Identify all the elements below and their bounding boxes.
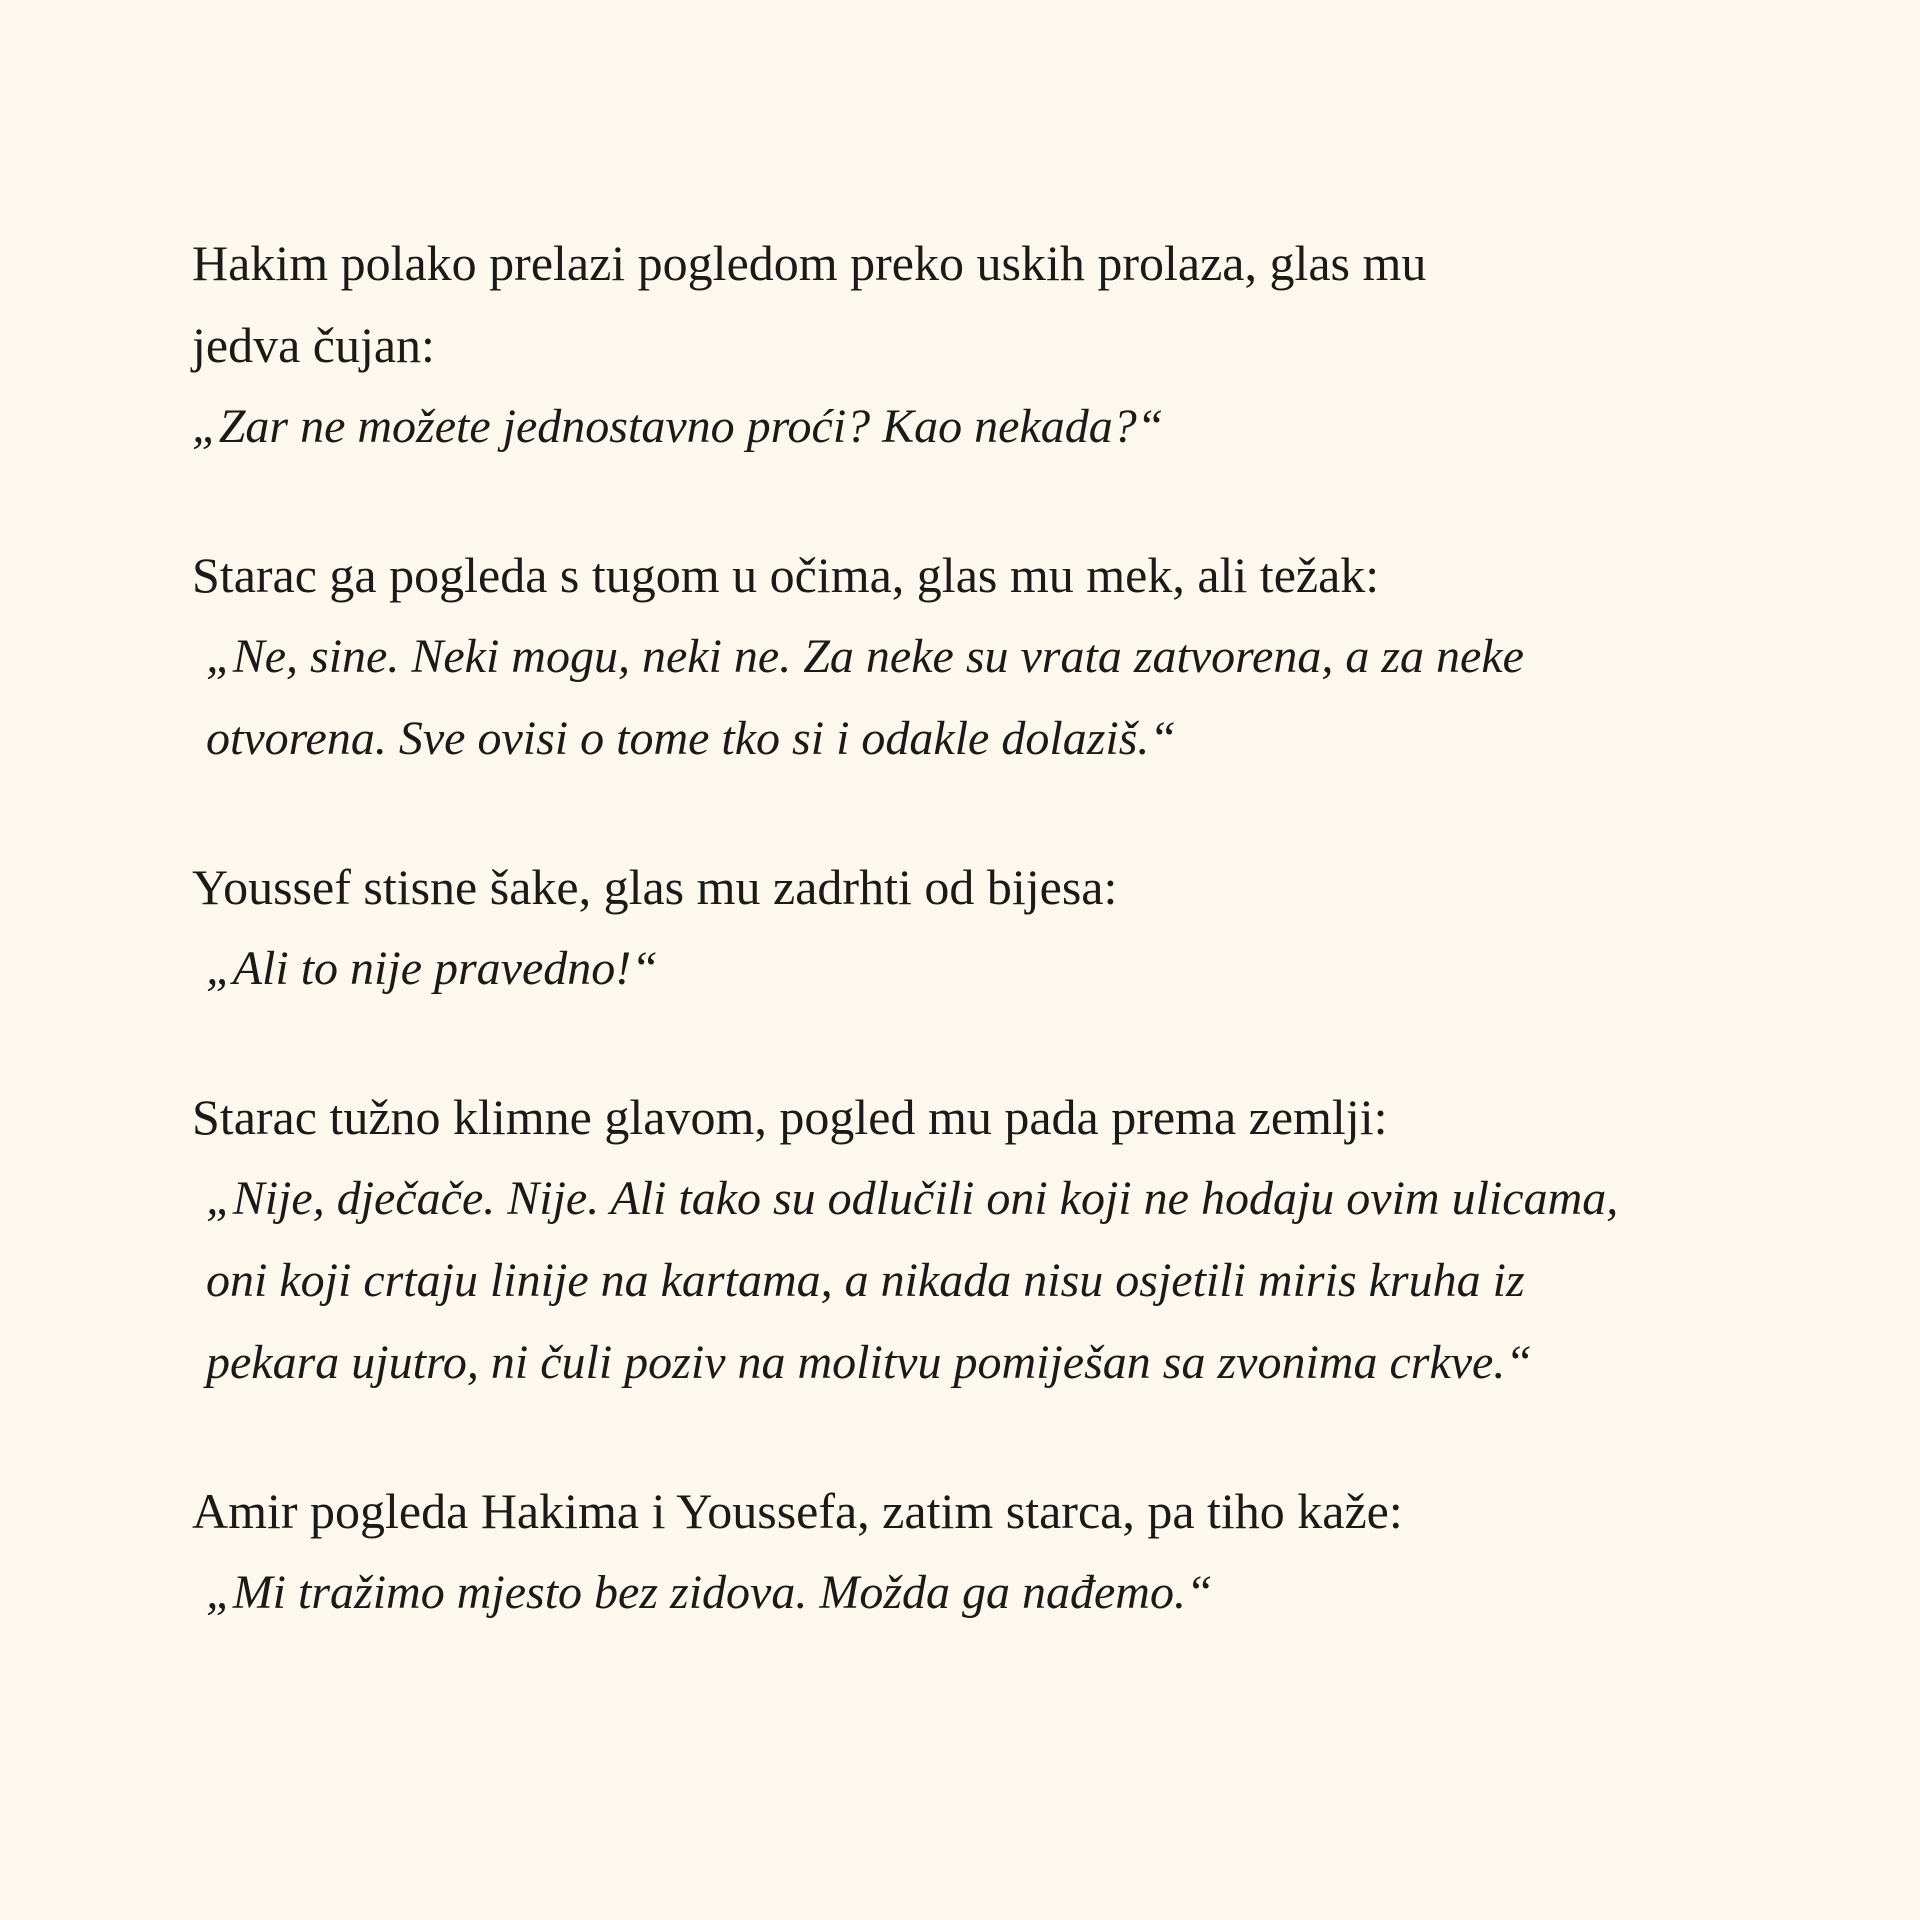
paragraph-starac-2 (192, 1076, 1752, 1404)
dialogue-line: „Ne, sine. Neki mogu, neki ne. Za neke su vrata zatvorena, a za neke otvorena. Sve ovisi o tome tko si i odakle dolaziš.“ (206, 630, 1524, 765)
narration-line: Starac tužno klimne glavom, pogled mu pada prema zemlji: (192, 1089, 1388, 1145)
narration-line: Hakim polako prelazi pogledom preko uskih prolaza, glas mu jedva čujan: (192, 235, 1427, 373)
paragraph-amir (192, 1470, 1752, 1634)
paragraph-starac-1 (192, 534, 1752, 780)
dialogue-line: „Mi tražimo mjesto bez zidova. Možda ga nađemo.“ (206, 1566, 1213, 1619)
narration-line: Youssef stisne šake, glas mu zadrhti od bijesa: (192, 859, 1118, 915)
story-text (192, 222, 1752, 1700)
narration-line: Amir pogleda Hakima i Youssefa, zatim starca, pa tiho kaže: (192, 1483, 1403, 1539)
narration-line: Starac ga pogleda s tugom u očima, glas mu mek, ali težak: (192, 547, 1380, 603)
paragraph-youssef (192, 846, 1752, 1010)
dialogue-line: „Zar ne možete jednostavno proći? Kao nekada?“ (192, 400, 1164, 453)
dialogue-line: „Nije, dječače. Nije. Ali tako su odlučili oni koji ne hodaju ovim ulicama, oni koji crtaju linije na kartama, a nikada nisu osjetili miris kruha iz pekara ujutro, ni čuli poziv na molitvu pomiješan sa zvonima crkve.“ (206, 1172, 1619, 1389)
paragraph-hakim (192, 222, 1752, 468)
dialogue-line: „Ali to nije pravedno!“ (206, 942, 658, 995)
